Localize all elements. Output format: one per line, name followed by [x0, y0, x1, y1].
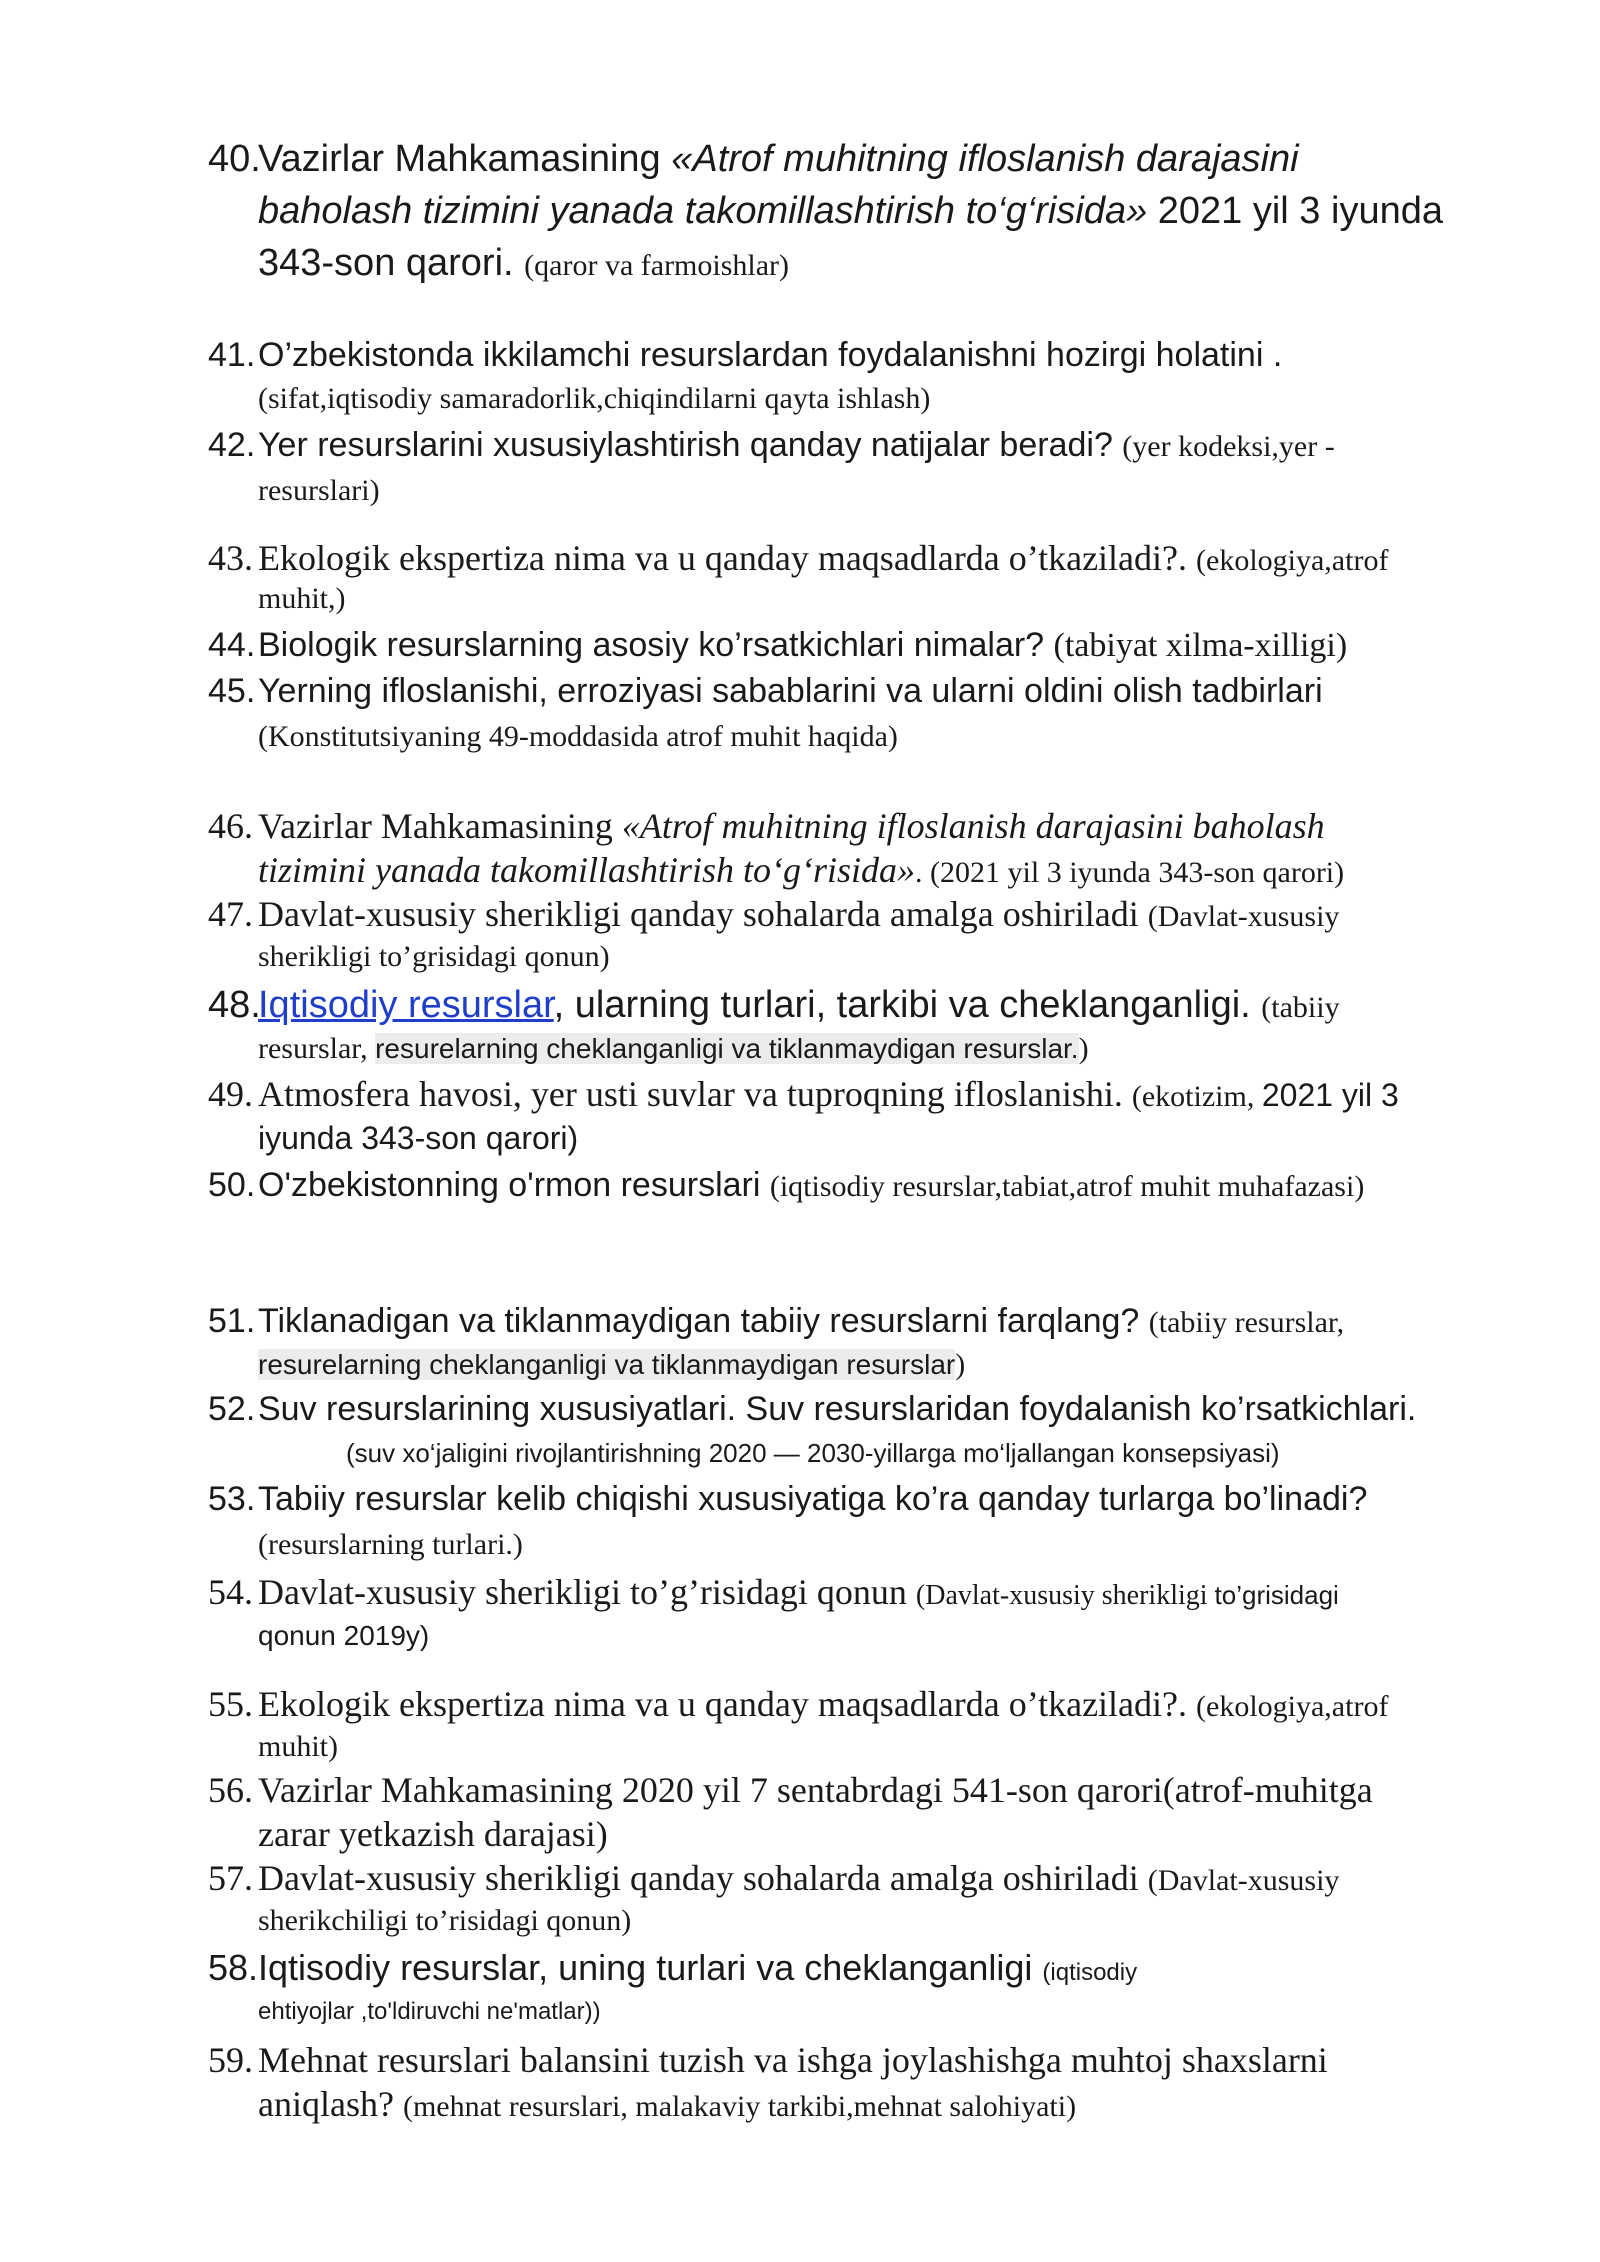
item-number: 50. — [208, 1166, 256, 1204]
item-hint: resurslari) — [258, 474, 380, 507]
item-text: aniqlash? (mehnat resurslari, malakaviy tarkibi,mehnat salohiyati) — [258, 2084, 1077, 2124]
item-hint: resurslar, resurelarning cheklanganligi va tiklanmaydigan resurslar.) — [258, 1032, 1089, 1065]
item-number: 48. — [208, 984, 261, 1026]
item-text: Tabiiy resurslar kelib chiqishi xususiyatiga ko’ra qanday turlarga bo’linadi? — [258, 1480, 1368, 1518]
item-number: 40. — [208, 138, 261, 180]
item-text: Tiklanadigan va tiklanmaydigan tabiiy resurslarni farqlang? (tabiiy resurslar, — [258, 1302, 1345, 1340]
item-text: Mehnat resurslari balansini tuzish va ishga joylashishga muhtoj shaxslarni — [258, 2040, 1328, 2080]
item-hint: iyunda 343-son qarori) — [258, 1120, 579, 1156]
item-text: tizimini yanada takomillashtirish to‘g‘risida». (2021 yil 3 iyunda 343-son qarori) — [258, 850, 1345, 890]
item-number: 43. — [208, 538, 253, 578]
item-text: Iqtisodiy resurslar, ularning turlari, tarkibi va cheklanganligi. (tabiiy — [258, 984, 1340, 1026]
item-text: Ekologik ekspertiza nima va u qanday maqsadlarda o’tkaziladi?. (ekologiya,atrof — [258, 538, 1389, 578]
item-text: Atmosfera havosi, yer usti suvlar va tuproqning ifloslanishi. (ekotizim, 2021 yil 3 — [258, 1074, 1399, 1114]
item-number: 49. — [208, 1074, 253, 1114]
item-text: Davlat-xususiy sherikligi qanday sohalarda amalga oshiriladi (Davlat-xususiy — [258, 1858, 1340, 1898]
item-text: Suv resurslarining xususiyatlari. Suv resurslaridan foydalanish ko’rsatkichlari. — [258, 1390, 1417, 1428]
item-number: 46. — [208, 806, 253, 846]
item-number: 52. — [208, 1390, 256, 1428]
item-number: 56. — [208, 1770, 253, 1810]
item-text: Yerning ifloslanishi, erroziyasi sabablarini va ularni oldini olish tadbirlari — [258, 672, 1323, 710]
item-number: 53. — [208, 1480, 256, 1518]
item-text: Iqtisodiy resurslar, uning turlari va cheklanganligi (iqtisodiy — [258, 1947, 1138, 1988]
item-text: Davlat-xususiy sherikligi qanday sohalarda amalga oshiriladi (Davlat-xususiy — [258, 894, 1340, 934]
item-text: Ekologik ekspertiza nima va u qanday maqsadlarda o’tkaziladi?. (ekologiya,atrof — [258, 1684, 1389, 1724]
item-text: Vazirlar Mahkamasining «Atrof muhitning ifloslanish darajasini — [258, 138, 1299, 180]
iqtisodiy-resurslar-link[interactable]: Iqtisodiy resurslar — [258, 984, 554, 1026]
item-hint: (resurslarning turlari.) — [258, 1528, 523, 1561]
item-text: Davlat-xususiy sherikligi to’g’risidagi qonun (Davlat-xususiy sherikligi to’grisidagi — [258, 1572, 1339, 1612]
item-hint: ehtiyojlar ,to'ldiruvchi ne'matlar)) — [258, 1998, 601, 2025]
item-number: 55. — [208, 1684, 253, 1724]
item-hint: muhit) — [258, 1730, 338, 1763]
item-text: Vazirlar Mahkamasining «Atrof muhitning ifloslanish darajasini baholash — [258, 806, 1325, 846]
item-text: 343-son qarori. (qaror va farmoishlar) — [258, 242, 790, 284]
item-hint: muhit,) — [258, 582, 346, 615]
item-number: 54. — [208, 1572, 253, 1612]
item-text: baholash tizimini yanada takomillashtirish to‘g‘risida» 2021 yil 3 iyunda — [258, 190, 1443, 232]
item-hint: sherikchiligi to’risidagi qonun) — [258, 1904, 632, 1937]
item-hint: (suv xo‘jaligini rivojlantirishning 2020 — 2030-yillarga mo‘ljallangan konsepsiyasi) — [346, 1438, 1280, 1468]
item-number: 58. — [208, 1947, 259, 1988]
item-text: zarar yetkazish darajasi) — [258, 1814, 608, 1854]
item-text: Yer resurslarini xususiylashtirish qanday natijalar beradi? (yer kodeksi,yer - — [258, 426, 1335, 464]
item-hint: sherikligi to’grisidagi qonun) — [258, 940, 610, 973]
item-number: 42. — [208, 426, 256, 464]
item-hint: (Konstitutsiyaning 49-moddasida atrof muhit haqida) — [258, 720, 898, 753]
item-text: O’zbekistonda ikkilamchi resurslardan foydalanishni hozirgi holatini . — [258, 336, 1283, 374]
item-number: 44. — [208, 626, 256, 664]
item-hint: qonun 2019y) — [258, 1620, 430, 1651]
item-number: 51. — [208, 1302, 256, 1340]
item-hint: (sifat,iqtisodiy samaradorlik,chiqindilarni qayta ishlash) — [258, 382, 931, 415]
item-hint: resurelarning cheklanganligi va tiklanmaydigan resurslar) — [258, 1348, 966, 1381]
item-number: 57. — [208, 1858, 253, 1898]
item-text: Biologik resurslarning asosiy ko’rsatkichlari nimalar? (tabiyat xilma-xilligi) — [258, 626, 1348, 664]
item-number: 41. — [208, 336, 256, 374]
item-number: 45. — [208, 672, 256, 710]
item-text: O'zbekistonning o'rmon resurslari (iqtisodiy resurslar,tabiat,atrof muhit muhafazasi) — [258, 1166, 1365, 1204]
item-text: Vazirlar Mahkamasining 2020 yil 7 sentabrdagi 541-son qarori(atrof-muhitga — [258, 1770, 1373, 1810]
item-number: 59. — [208, 2040, 253, 2080]
item-number: 47. — [208, 894, 253, 934]
